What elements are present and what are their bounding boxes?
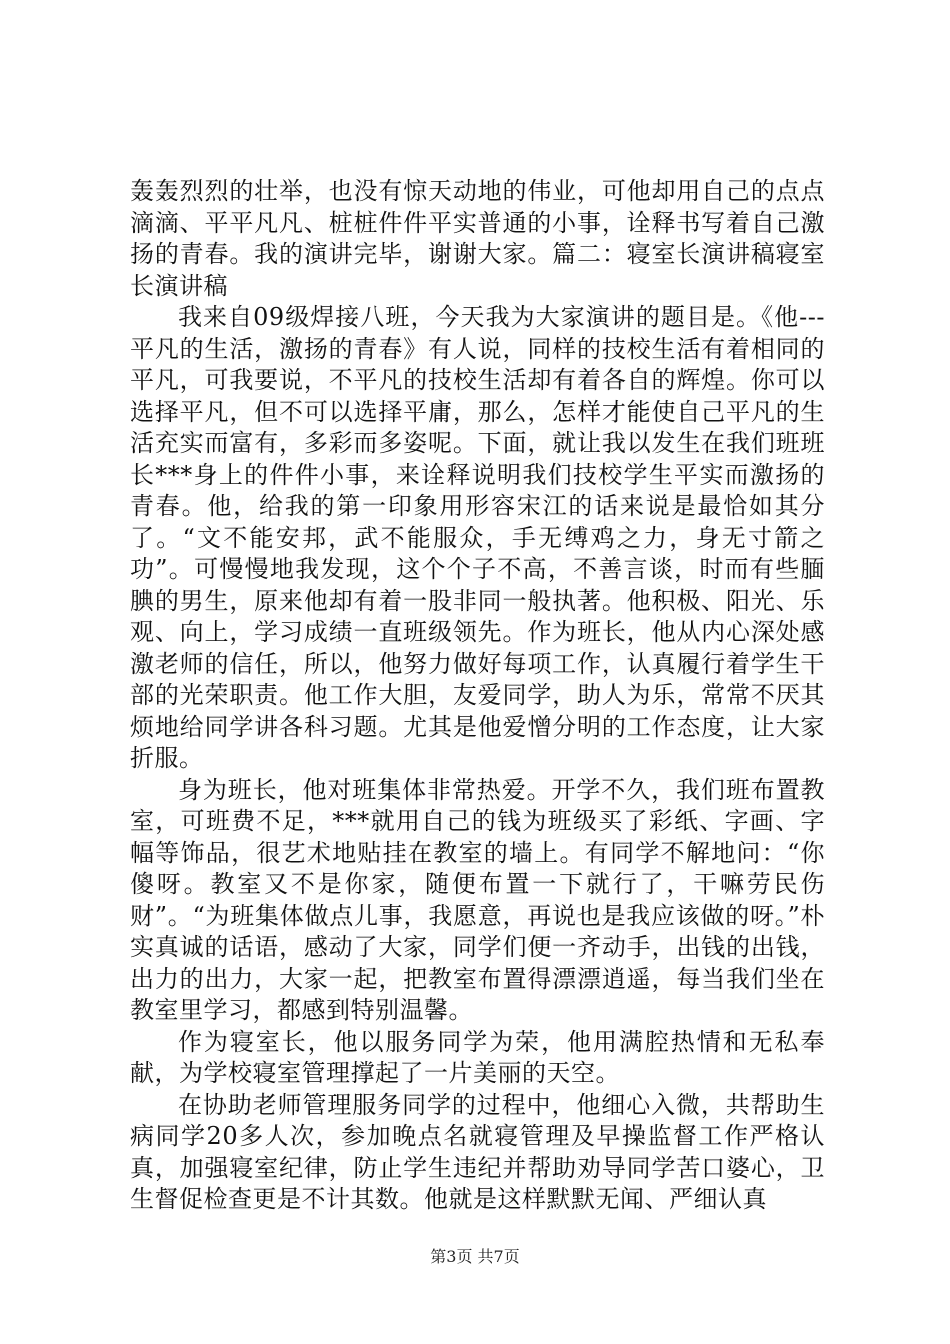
- paragraph-2: 我来自09级焊接八班，今天我为大家演讲的题目是。《他---平凡的生活，激扬的青春》有人说，同样的技校生活有着相同的平凡，可我要说，不平凡的技校生活却有着各自的辉煌。你可以选择平凡，但不可以选择平庸，那么，怎样才能使自己平凡的生活充实而富有，多彩而多姿呢。下面，就让我以发生在我们班班长***身上的件件小事，来诠释说明我们技校学生平实而激扬的青春。他，给我的第一印象用形容宋江的话来说是最恰如其分了。“文不能安邦，武不能服众，手无缚鸡之力，身无寸箭之功”。可慢慢地我发现，这个个子不高，不善言谈，时而有些腼腆的男生，原来他却有着一股非同一般执著。他积极、阳光、乐观、向上，学习成绩一直班级领先。作为班长，他从内心深处感激老师的信任，所以，他努力做好每项工作，认真履行着学生干部的光荣职责。他工作大胆，友爱同学，助人为乐，常常不厌其烦地给同学讲各科习题。尤其是他爱憎分明的工作态度，让大家折服。: [130, 303, 825, 772]
- page-number-footer: 第3页 共7页: [430, 1247, 520, 1266]
- document-body: [130, 176, 825, 1216]
- paragraph-3: 身为班长，他对班集体非常热爱。开学不久，我们班布置教室，可班费不足，***就用自己的钱为班级买了彩纸、字画、字幅等饰品，很艺术地贴挂在教室的墙上。有同学不解地问：“你傻呀。教室又不是你家，随便布置一下就行了，干嘛劳民伤财”。“为班集体做点儿事，我愿意，再说也是我应该做的呀。”朴实真诚的话语，感动了大家，同学们便一齐动手，出钱的出钱，出力的出力，大家一起，把教室布置得漂漂逍遥，每当我们坐在教室里学习，都感到特别温馨。: [130, 775, 825, 1024]
- paragraph-5: 在协助老师管理服务同学的过程中，他细心入微，共帮助生病同学20多人次，参加晚点名就寝管理及早操监督工作严格认真，加强寝室纪律，防止学生违纪并帮助劝导同学苦口婆心，卫生督促检查更是不计其数。他就是这样默默无闻、严细认真: [130, 1090, 825, 1213]
- paragraph-1: 轰轰烈烈的壮举，也没有惊天动地的伟业，可他却用自己的点点滴滴、平平凡凡、桩桩件件平实普通的小事，诠释书写着自己激扬的青春。我的演讲完毕，谢谢大家。篇二：寝室长演讲稿寝室长演讲稿: [130, 177, 825, 300]
- paragraph-4: 作为寝室长，他以服务同学为荣，他用满腔热情和无私奉献，为学校寝室管理撑起了一片美丽的天空。: [130, 1027, 825, 1087]
